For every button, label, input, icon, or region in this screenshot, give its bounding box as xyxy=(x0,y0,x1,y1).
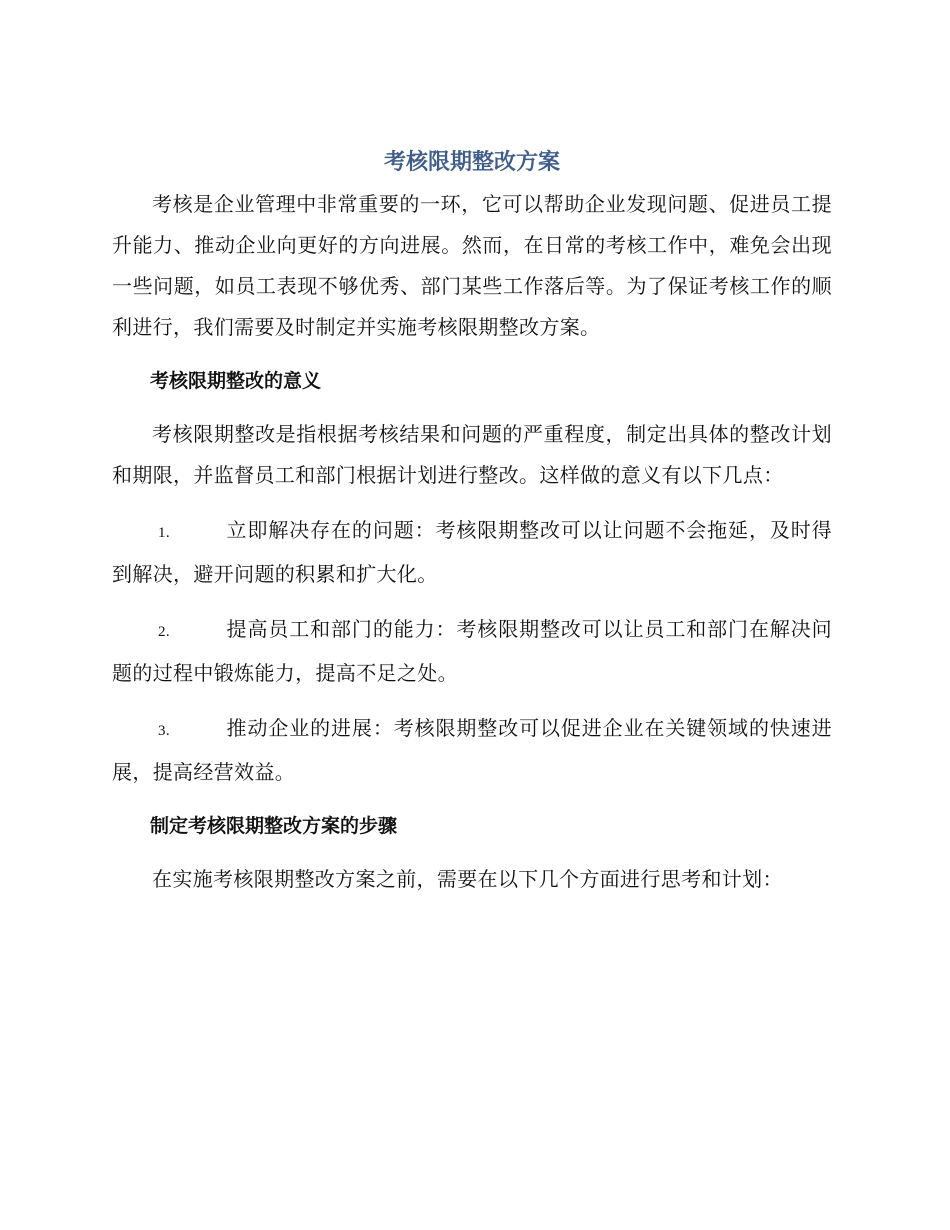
section-heading-steps: 制定考核限期整改方案的步骤 xyxy=(150,815,398,837)
significance-paragraph: 考核限期整改是指根据考核结果和问题的严重程度，制定出具体的整改计划和期限，并监督员工和部门根据计划进行整改。这样做的意义有以下几点： xyxy=(112,422,832,487)
list-item-number: 1. xyxy=(158,525,170,541)
list-item-number: 3. xyxy=(158,723,170,739)
list-item xyxy=(112,708,832,793)
section-heading-significance: 考核限期整改的意义 xyxy=(150,370,322,392)
list-item-number: 2. xyxy=(158,624,170,640)
list-item-text: 立即解决存在的问题：考核限期整改可以让问题不会拖延，及时得到解决，避开问题的积累和扩大化。 xyxy=(112,518,832,586)
steps-paragraph: 在实施考核限期整改方案之前，需要在以下几个方面进行思考和计划： xyxy=(152,867,783,891)
list-item-text: 推动企业的进展：考核限期整改可以促进企业在关键领域的快速进展，提高经营效益。 xyxy=(112,716,832,784)
list-item xyxy=(112,609,832,694)
intro-paragraph: 考核是企业管理中非常重要的一环，它可以帮助企业发现问题、促进员工提升能力、推动企业向更好的方向进展。然而，在日常的考核工作中，难免会出现一些问题，如员工表现不够优秀、部门某些工作落后等。为了保证考核工作的顺利进行，我们需要及时制定并实施考核限期整改方案。 xyxy=(112,192,832,339)
document-title: 考核限期整改方案 xyxy=(383,150,560,175)
list-item xyxy=(112,510,832,595)
document-body xyxy=(112,146,832,900)
list-item-text: 提高员工和部门的能力：考核限期整改可以让员工和部门在解决问题的过程中锻炼能力，提高不足之处。 xyxy=(112,617,832,685)
